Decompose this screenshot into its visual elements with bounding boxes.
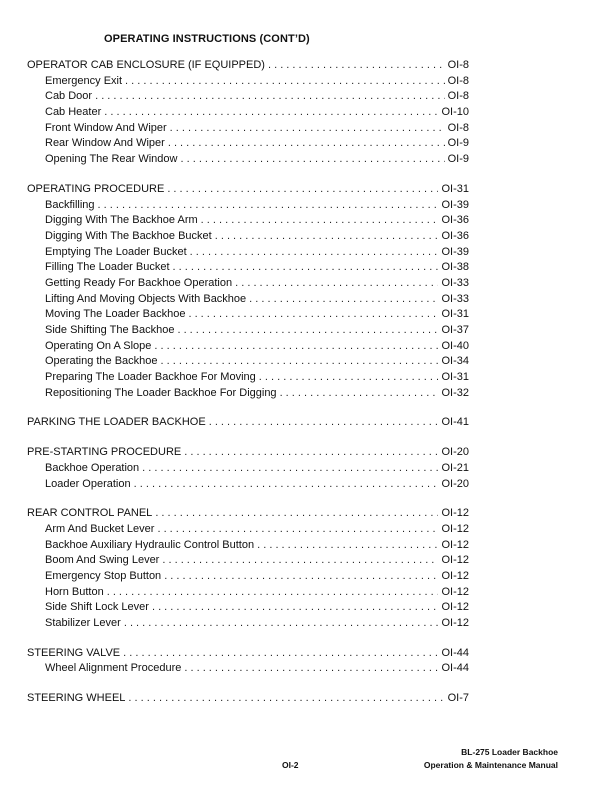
index-entry-row xyxy=(27,121,469,137)
index-entry-row-page: OI-37 xyxy=(441,324,469,336)
index-entry-row-label: Side Shifting The Backhoe xyxy=(45,324,175,336)
index-entry-row-page: OI-32 xyxy=(441,386,469,399)
index-entry-row xyxy=(27,74,469,90)
section-title-row-label: OPERATOR CAB ENCLOSURE (IF EQUIPPED) xyxy=(27,59,265,71)
index-section xyxy=(27,506,469,632)
index-entry-row-page: OI-39 xyxy=(441,198,469,211)
section-title-row-page: OI-44 xyxy=(441,646,469,659)
index-entry-row-label: Filling The Loader Bucket xyxy=(45,261,170,274)
index-entry-row-label: Backhoe Auxiliary Hydraulic Control Button xyxy=(45,538,255,551)
index-entry-row-label: Backfilling xyxy=(45,198,95,211)
index-section xyxy=(27,182,469,402)
dot-leader xyxy=(280,386,439,402)
dot-leader xyxy=(123,646,438,662)
section-title-row xyxy=(27,182,469,198)
index-entry-row-label: Repositioning The Loader Backhoe For Digging xyxy=(45,386,277,399)
dot-leader xyxy=(173,260,439,276)
index-entry-row-label: Boom And Swing Lever xyxy=(45,554,160,567)
index-entry-row xyxy=(27,276,469,292)
index-entry-row-label: Side Shift Lock Lever xyxy=(45,601,149,614)
index-entry-row-label: Preparing The Loader Backhoe For Moving xyxy=(45,371,256,384)
index-entry-row-page: OI-12 xyxy=(441,617,469,629)
section-title-row xyxy=(27,646,469,662)
index-entry-row-page: OI-12 xyxy=(441,538,469,551)
section-title-row-page: OI-41 xyxy=(441,416,469,429)
index-list xyxy=(27,58,469,721)
index-entry-row-page: OI-12 xyxy=(441,569,469,582)
dot-leader xyxy=(257,538,438,554)
index-entry-row-label: Backhoe Operation xyxy=(45,461,140,474)
dot-leader xyxy=(95,89,445,105)
footer-page-number: OI-2 xyxy=(282,760,299,770)
index-entry-row-page: OI-20 xyxy=(441,477,469,490)
dot-leader xyxy=(142,461,438,477)
index-entry-row-page: OI-8 xyxy=(447,74,469,87)
dot-leader xyxy=(104,105,438,121)
index-entry-row-label: Getting Ready For Backhoe Operation xyxy=(45,276,233,289)
section-title-row-page: OI-20 xyxy=(441,446,469,459)
footer-manual-title-line2: Operation & Maintenance Manual xyxy=(423,759,558,770)
dot-leader xyxy=(154,339,438,355)
section-title-row xyxy=(27,445,469,461)
index-entry-row xyxy=(27,585,469,601)
index-entry-row-page: OI-12 xyxy=(441,554,469,567)
index-entry-row-label: Rear Window And Wiper xyxy=(45,137,165,150)
index-entry-row-label: Emptying The Loader Bucket xyxy=(45,245,187,258)
index-entry-row-label: Loader Operation xyxy=(45,477,131,490)
index-entry-row-label: Horn Button xyxy=(45,585,104,598)
index-entry-row xyxy=(27,260,469,276)
index-entry-row-page: OI-31 xyxy=(441,308,469,321)
index-entry-row xyxy=(27,307,469,323)
index-entry-row xyxy=(27,152,469,168)
index-entry-row-page: OI-12 xyxy=(441,601,469,614)
section-title-row xyxy=(27,58,469,74)
footer-manual-title-line1: BL-275 Loader Backhoe xyxy=(461,747,558,757)
section-title-row xyxy=(27,506,469,522)
dot-leader xyxy=(180,152,444,168)
index-entry-row-page: OI-8 xyxy=(447,90,469,103)
dot-leader xyxy=(184,661,438,677)
index-entry-row xyxy=(27,661,469,677)
index-entry-row-label: Opening The Rear Window xyxy=(45,153,178,166)
index-entry-row-page: OI-36 xyxy=(441,214,469,227)
dot-leader xyxy=(184,445,438,461)
index-entry-row-page: OI-21 xyxy=(441,461,469,474)
index-entry-row xyxy=(27,600,469,616)
index-entry-row-page: OI-38 xyxy=(441,261,469,274)
index-section xyxy=(27,691,469,707)
index-entry-row xyxy=(27,292,469,308)
footer-manual-title xyxy=(424,746,558,771)
index-entry-row-page: OI-33 xyxy=(441,276,469,289)
index-entry-row-page: OI-36 xyxy=(441,229,469,242)
index-entry-row-label: Emergency Exit xyxy=(45,74,123,87)
index-entry-row-label: Wheel Alignment Procedure xyxy=(45,662,182,675)
index-entry-row-page: OI-10 xyxy=(441,106,469,119)
section-title-row-label: OPERATING PROCEDURE xyxy=(27,182,165,195)
index-entry-row-label: Lifting And Moving Objects With Backhoe xyxy=(45,292,247,305)
section-title-row-label: REAR CONTROL PANEL xyxy=(27,507,153,520)
index-entry-row xyxy=(27,339,469,355)
index-entry-row-page: OI-9 xyxy=(447,153,469,166)
section-title-row-page: OI-12 xyxy=(441,507,469,520)
section-title-row-label: STEERING VALVE xyxy=(27,646,121,659)
dot-leader xyxy=(170,121,445,137)
index-entry-row-label: Cab Heater xyxy=(45,106,102,119)
index-entry-row xyxy=(27,213,469,229)
index-entry-row xyxy=(27,553,469,569)
index-entry-row-label: Operating On A Slope xyxy=(45,339,152,352)
index-entry-row-page: OI-34 xyxy=(441,355,469,368)
dot-leader xyxy=(268,58,445,74)
index-entry-row-page: OI-40 xyxy=(441,339,469,352)
index-entry-row xyxy=(27,461,469,477)
dot-leader xyxy=(201,213,439,229)
index-entry-row xyxy=(27,386,469,402)
index-entry-row-page: OI-8 xyxy=(447,121,469,134)
index-entry-row-label: Digging With The Backhoe Arm xyxy=(45,214,198,227)
index-section xyxy=(27,646,469,677)
dot-leader xyxy=(134,477,439,493)
dot-leader xyxy=(155,506,438,522)
section-title-row-label: STEERING WHEEL xyxy=(27,692,126,705)
dot-leader xyxy=(188,307,438,323)
index-entry-row-label: Operating the Backhoe xyxy=(45,355,158,368)
section-title-row xyxy=(27,691,469,707)
index-entry-row-label: Emergency Stop Button xyxy=(45,569,162,582)
dot-leader xyxy=(152,600,439,616)
index-entry-row xyxy=(27,477,469,493)
index-entry-row xyxy=(27,616,469,632)
index-entry-row xyxy=(27,538,469,554)
dot-leader xyxy=(259,370,439,386)
index-entry-row xyxy=(27,89,469,105)
index-entry-row xyxy=(27,522,469,538)
dot-leader xyxy=(157,522,438,538)
index-entry-row xyxy=(27,198,469,214)
section-title-row-label: PARKING THE LOADER BACKHOE xyxy=(27,416,206,429)
index-entry-row-label: Moving The Loader Backhoe xyxy=(45,308,186,321)
dot-leader xyxy=(249,292,438,308)
index-entry-row xyxy=(27,136,469,152)
index-section xyxy=(27,415,469,431)
index-entry-row xyxy=(27,370,469,386)
index-entry-row-label: Digging With The Backhoe Bucket xyxy=(45,229,212,242)
dot-leader xyxy=(167,182,438,198)
section-title-row-page: OI-31 xyxy=(441,182,469,195)
dot-leader xyxy=(235,276,438,292)
dot-leader xyxy=(209,415,439,431)
index-entry-row-page: OI-44 xyxy=(441,662,469,675)
index-entry-row-page: OI-9 xyxy=(447,137,469,150)
dot-leader xyxy=(161,354,439,370)
page-heading: OPERATING INSTRUCTIONS (CONT’D) xyxy=(104,33,310,45)
dot-leader xyxy=(215,229,439,245)
index-entry-row-label: Cab Door xyxy=(45,90,93,103)
dot-leader xyxy=(164,569,438,585)
index-entry-row-page: OI-31 xyxy=(441,371,469,384)
index-section xyxy=(27,58,469,168)
section-title-row xyxy=(27,415,469,431)
index-entry-row-page: OI-12 xyxy=(441,585,469,598)
dot-leader xyxy=(177,323,438,339)
index-entry-row-label: Stabilizer Lever xyxy=(45,617,121,629)
index-entry-row xyxy=(27,245,469,261)
dot-leader xyxy=(98,198,439,214)
dot-leader xyxy=(124,616,439,632)
index-entry-row xyxy=(27,354,469,370)
dot-leader xyxy=(125,74,445,90)
dot-leader xyxy=(128,691,444,707)
section-title-row-label: PRE-STARTING PROCEDURE xyxy=(27,446,182,459)
dot-leader xyxy=(168,136,445,152)
section-title-row-page: OI-8 xyxy=(447,59,469,71)
index-entry-row-label: Front Window And Wiper xyxy=(45,121,167,134)
index-entry-row-label: Arm And Bucket Lever xyxy=(45,522,155,535)
dot-leader xyxy=(190,245,439,261)
index-entry-row xyxy=(27,105,469,121)
dot-leader xyxy=(162,553,438,569)
index-entry-row-page: OI-33 xyxy=(441,292,469,305)
dot-leader xyxy=(107,585,439,601)
index-entry-row-page: OI-39 xyxy=(441,245,469,258)
index-section xyxy=(27,445,469,492)
index-entry-row-page: OI-12 xyxy=(441,522,469,535)
index-entry-row xyxy=(27,323,469,339)
index-entry-row xyxy=(27,229,469,245)
index-entry-row xyxy=(27,569,469,585)
section-title-row-page: OI-7 xyxy=(447,692,469,705)
